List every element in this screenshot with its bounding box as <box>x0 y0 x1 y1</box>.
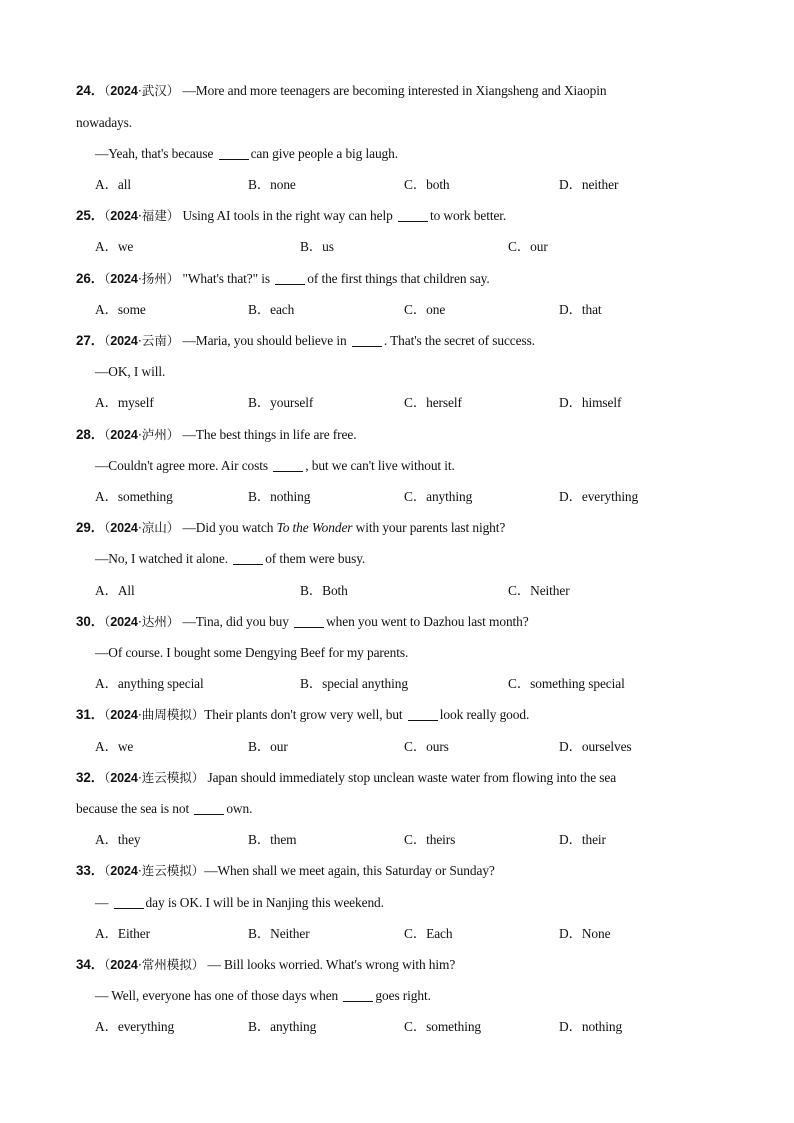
question-30: 30．（2024·达州） —Tina, did you buy when you went to Dazhou last month? <box>76 614 529 629</box>
option-a[interactable]: A．they <box>95 832 141 847</box>
option-c[interactable]: C．herself <box>404 395 462 410</box>
question-source: （2024·扬州） <box>104 271 180 286</box>
answer-blank <box>408 708 438 721</box>
option-d[interactable]: D．their <box>559 832 606 847</box>
option-b[interactable]: B．them <box>248 832 297 847</box>
question-text: —Couldn't agree more. Air costs , but we can't live without it. <box>95 458 455 473</box>
answer-blank <box>273 459 303 472</box>
answer-blank <box>294 615 324 628</box>
question-31: 31．（2024·曲周模拟）Their plants don't grow very well, but look really good. <box>76 707 530 722</box>
option-b[interactable]: B．yourself <box>248 395 314 410</box>
question-text: — day is OK. I will be in Nanjing this weekend. <box>95 895 384 910</box>
option-a[interactable]: A．anything special <box>95 676 204 691</box>
question-25: 25．（2024·福建） Using AI tools in the right way can help to work better. <box>76 208 507 223</box>
answer-blank <box>275 272 305 285</box>
question-source: （2024·武汉） <box>104 83 180 98</box>
option-d[interactable]: D．everything <box>559 489 639 504</box>
question-number: 32． <box>76 770 104 785</box>
option-c[interactable]: C．anything <box>404 489 473 504</box>
option-c[interactable]: C．Neither <box>508 583 570 598</box>
question-27: 27．（2024·云南） —Maria, you should believe in . That's the secret of success. <box>76 333 535 348</box>
option-b[interactable]: B．none <box>248 177 296 192</box>
option-b[interactable]: B．Both <box>300 583 348 598</box>
option-b[interactable]: B．each <box>248 302 295 317</box>
option-d[interactable]: D．that <box>559 302 602 317</box>
option-d[interactable]: D．nothing <box>559 1019 623 1034</box>
question-29: 29．（2024·凉山） —Did you watch To the Wonder with your parents last night? <box>76 520 506 535</box>
question-text: because the sea is not own. <box>76 801 253 816</box>
option-b[interactable]: B．us <box>300 239 334 254</box>
question-number: 31． <box>76 707 104 722</box>
question-number: 27． <box>76 333 104 348</box>
option-a[interactable]: A．everything <box>95 1019 175 1034</box>
answer-blank <box>194 802 224 815</box>
answer-blank <box>233 552 263 565</box>
option-b[interactable]: B．anything <box>248 1019 317 1034</box>
option-a[interactable]: A．some <box>95 302 146 317</box>
option-c[interactable]: C．our <box>508 239 548 254</box>
question-text: —No, I watched it alone. of them were busy. <box>95 551 366 566</box>
question-number: 34． <box>76 957 104 972</box>
question-source: （2024·常州模拟） <box>104 957 205 972</box>
option-c[interactable]: C．one <box>404 302 446 317</box>
question-text: —More and more teenagers are becoming interested in Xiangsheng and Xiaopin <box>182 83 607 98</box>
question-34: 34．（2024·常州模拟） — Bill looks worried. What's wrong with him? <box>76 957 456 972</box>
option-c[interactable]: C．both <box>404 177 450 192</box>
option-c[interactable]: C．theirs <box>404 832 456 847</box>
question-text: —OK, I will. <box>95 364 166 379</box>
question-26: 26．（2024·扬州） "What's that?" is of the first things that children say. <box>76 271 490 286</box>
option-d[interactable]: D．ourselves <box>559 739 632 754</box>
answer-blank <box>114 896 144 909</box>
question-source: （2024·达州） <box>104 614 180 629</box>
answer-blank <box>352 334 382 347</box>
question-number: 29． <box>76 520 104 535</box>
question-number: 30． <box>76 614 104 629</box>
option-d[interactable]: D．None <box>559 926 611 941</box>
question-source: （2024·云南） <box>104 333 180 348</box>
question-33: 33．（2024·连云模拟）—When shall we meet again, this Saturday or Sunday? <box>76 863 495 878</box>
question-number: 28． <box>76 427 104 442</box>
option-d[interactable]: D．neither <box>559 177 619 192</box>
question-source: （2024·连云模拟） <box>104 770 205 785</box>
question-text: — Well, everyone has one of those days when goes right. <box>95 988 431 1003</box>
option-a[interactable]: A．Either <box>95 926 150 941</box>
question-text: —Yeah, that's because can give people a big laugh. <box>95 146 398 161</box>
option-b[interactable]: B．our <box>248 739 288 754</box>
option-c[interactable]: C．ours <box>404 739 449 754</box>
question-source: （2024·凉山） <box>104 520 180 535</box>
option-b[interactable]: B．nothing <box>248 489 311 504</box>
question-28: 28．（2024·泸州） —The best things in life are free. <box>76 427 357 442</box>
question-24 <box>76 82 606 100</box>
answer-blank <box>219 147 249 160</box>
option-d[interactable]: D．himself <box>559 395 622 410</box>
question-text: nowadays. <box>76 115 132 130</box>
option-b[interactable]: B．special anything <box>300 676 408 691</box>
question-number: 25． <box>76 208 104 223</box>
question-number: 26． <box>76 271 104 286</box>
question-source: （2024·连云模拟） <box>104 863 205 878</box>
option-a[interactable]: A．we <box>95 739 134 754</box>
option-a[interactable]: A．myself <box>95 395 154 410</box>
question-number: 33． <box>76 863 104 878</box>
question-text: —Of course. I bought some Dengying Beef for my parents. <box>95 645 409 660</box>
option-a[interactable]: A．All <box>95 583 135 598</box>
answer-blank <box>343 989 373 1002</box>
question-source: （2024·福建） <box>104 208 180 223</box>
option-a[interactable]: A．all <box>95 177 131 192</box>
question-source: （2024·曲周模拟） <box>104 707 205 722</box>
question-source: （2024·泸州） <box>104 427 180 442</box>
option-c[interactable]: C．Each <box>404 926 453 941</box>
question-32: 32．（2024·连云模拟） Japan should immediately stop unclean waste water from flowing into the sea <box>76 770 617 785</box>
option-a[interactable]: A．something <box>95 489 173 504</box>
option-c[interactable]: C．something special <box>508 676 625 691</box>
answer-blank <box>398 209 428 222</box>
option-c[interactable]: C．something <box>404 1019 482 1034</box>
option-a[interactable]: A．we <box>95 239 134 254</box>
movie-title: To the Wonder <box>276 520 353 535</box>
question-number: 24． <box>76 83 104 98</box>
option-b[interactable]: B．Neither <box>248 926 310 941</box>
